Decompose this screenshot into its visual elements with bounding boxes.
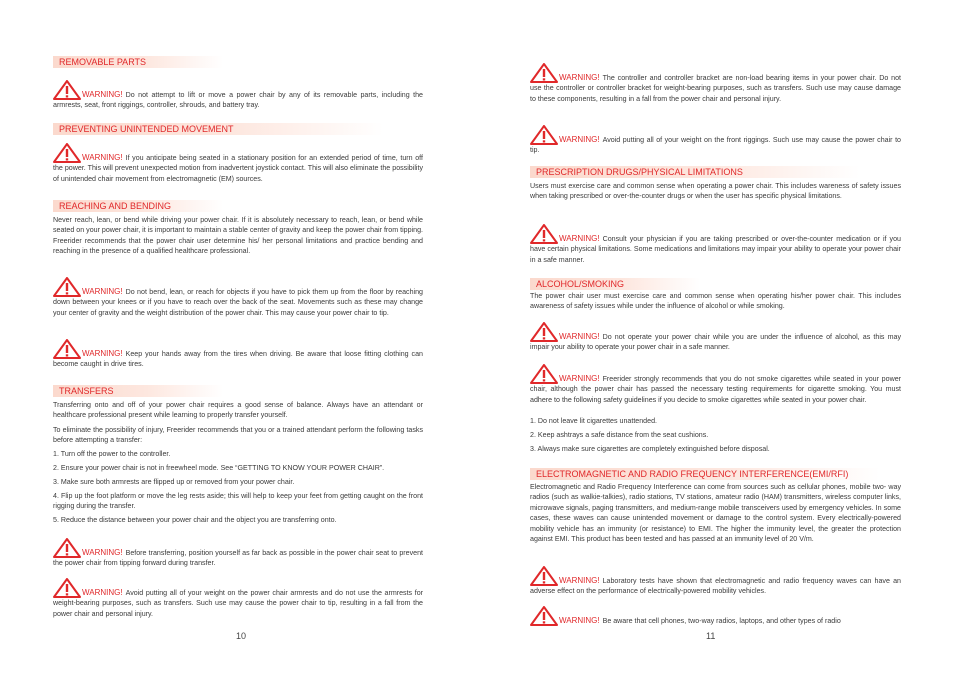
warning-emi-2: WARNING! Be aware that cell phones, two-way radios, laptops, and other types of radio [530, 606, 901, 626]
warning-emi-1: WARNING! Laboratory tests have shown that electromagnetic and radio frequency waves can have an adverse effect on the performance of electrically-powered mobility vehicles. [530, 566, 901, 597]
transfer-step: 3. Make sure both armrests are flipped up or removed from your power chair. [53, 478, 295, 486]
page-number: 10 [236, 631, 247, 641]
warning-triangle-icon [53, 277, 81, 297]
warning-reaching-2: WARNING! Keep your hands away from the tires when driving. Be aware that loose fitting clothing can become caught in drive tires. [53, 339, 423, 370]
section-heading-preventing-movement: PREVENTING UNINTENDED MOVEMENT [53, 123, 383, 135]
warning-triangle-icon [530, 364, 558, 384]
warning-triangle-icon [530, 125, 558, 145]
warning-removable-parts: WARNING! Do not attempt to lift or move a power chair by any of its removable parts, including the armrests, seat, front riggings, controller, shrouds, and battery tray. [53, 80, 423, 111]
warning-alcohol: WARNING! Do not operate your power chair while you are under the influence of alcohol, as this may impair your ability to operate your power chair in a safe manner. [530, 322, 901, 353]
warning-prescription: WARNING! Consult your physician if you are taking prescribed or over-the-counter medication or if you have certain physical limitations. Some medications and limitations may impair your ability to operate your power chair in a safe manner. [530, 224, 901, 265]
transfer-step: 1. Turn off the power to the controller. [53, 450, 171, 458]
warning-controller-bracket: WARNING! The controller and controller bracket are non-load bearing items in your power chair. Do not use the controller or controller bracket for weight-bearing purposes, such as transfers. Such use may cause damage to these components, resulting in a fall from the power chair and personal injury. [530, 63, 901, 104]
transfer-step: 4. Flip up the foot platform or move the leg rests aside; this will help to keep your feet from getting caught on the front rigging during the transfer. [53, 492, 423, 511]
smoking-guideline: 2. Keep ashtrays a safe distance from the seat cushions. [530, 431, 709, 439]
warning-smoking: WARNING! Freerider strongly recommends that you do not smoke cigarettes while seated in your power chair, although the power chair has passed the necessary testing requirements for cigarette smoking. You must adhere to the following safety guidelines if you decide to smoke cigarettes while seated in your power chair. [530, 364, 901, 405]
smoking-guideline: 3. Always make sure cigarettes are completely extinguished before disposal. [530, 445, 770, 453]
section-heading-removable-parts: REMOVABLE PARTS [53, 56, 223, 68]
warning-triangle-icon [530, 63, 558, 83]
section-heading-transfers: TRANSFERS [53, 385, 223, 397]
left-page [53, 0, 423, 681]
prescription-body: Users must exercise care and common sense when operating a power chair. This includes wareness of safety issues when taking prescribed or over-the-counter drugs or when the user has specific physical limitations. [530, 182, 901, 201]
warning-transfers-2: WARNING! Avoid putting all of your weight on the power chair armrests and do not use the armrests for weight-bearing purposes, such as transfers. Such use may cause the power chair to tip, resulting in a fall from the power chair and personal injury. [53, 578, 423, 619]
right-page [530, 0, 901, 681]
section-heading-reaching-bending: REACHING AND BENDING [53, 200, 223, 212]
transfer-step: 2. Ensure your power chair is not in freewheel mode. See “GETTING TO KNOW YOUR POWER CHAIR”. [53, 464, 385, 472]
section-heading-alcohol-smoking: ALCOHOL/SMOKING [530, 278, 700, 290]
warning-triangle-icon [530, 606, 558, 626]
warning-triangle-icon [53, 538, 81, 558]
transfers-body-2: To eliminate the possibility of injury, Freerider recommends that you or a trained attendant perform the following tasks before attempting a transfer: [53, 426, 423, 445]
warning-triangle-icon [530, 224, 558, 244]
warning-front-riggings: WARNING! Avoid putting all of your weight on the front riggings. Such use may cause the power chair to tip. [530, 125, 901, 156]
warning-triangle-icon [53, 339, 81, 359]
section-heading-prescription: PRESCRIPTION DRUGS/PHYSICAL LIMITATIONS [530, 166, 860, 178]
warning-triangle-icon [530, 322, 558, 342]
warning-transfers-1: WARNING! Before transferring, position yourself as far back as possible in the power chair seat to prevent the power chair from tipping forward during transfer. [53, 538, 423, 569]
section-heading-emi-rfi: ELECTROMAGNETIC AND RADIO FREQUENCY INTERFERENCE(EMI/RFI) [530, 468, 880, 480]
alcohol-body: The power chair user must exercise care and common sense when operating his/her power chair. This includes awareness of safety issues while under the influence of alcohol or while smoking. [530, 292, 901, 311]
warning-triangle-icon [53, 143, 81, 163]
warning-preventing-movement: WARNING! If you anticipate being seated in a stationary position for an extended period of time, turn off the power. This will prevent unexpected motion from inadvertent joystick contact. This will also eliminate the possibility of unintended chair movement from electromagnetic (EM) sources. [53, 143, 423, 184]
warning-triangle-icon [530, 566, 558, 586]
transfer-step: 5. Reduce the distance between your power chair and the object you are transferring onto. [53, 516, 337, 524]
page-number: 11 [706, 631, 716, 641]
warning-triangle-icon [53, 80, 81, 100]
transfers-body-1: Transferring onto and off of your power chair requires a good sense of balance. Always have an attendant or healthcare professional present while learning to properly transfer yourself. [53, 401, 423, 420]
smoking-guideline: 1. Do not leave lit cigarettes unattended. [530, 417, 657, 425]
emi-body: Electromagnetic and Radio Frequency Interference can come from sources such as cellular phones, mobile two- way radios (such as walkie-talkies), radio stations, TV stations, amateur radio (HAM) transmitters, wireless computer links, microwave signals, paging transmitters, and medium-range mobile transceivers used by emergency vehicles. In some cases, these waves can cause unintended movement or damage to the control system. Every electrically-powered mobility vehicle has an immunity (or resistance) to EMI. The higher the immunity level, the greater the protection against EMI. This product has been tested and has passed at an immunity level of 20 V/m. [530, 483, 901, 544]
warning-triangle-icon [53, 578, 81, 598]
warning-reaching-1: WARNING! Do not bend, lean, or reach for objects if you have to pick them up from the floor by reaching down between your knees or if you have to reach over the back of the seat. Movements such as these may change your center of gravity and the weight distribution of the power chair. This may cause your power chair to tip. [53, 277, 423, 318]
reaching-body: Never reach, lean, or bend while driving your power chair. If it is absolutely necessary to reach, lean, or bend while seated on your power chair, it is important to maintain a stable center of gravity and keep the power chair from tipping. Freerider recommends that the power chair user determine his/ her personal limitations and practice bending and reaching in the presence of a qualified healthcare professional. [53, 216, 423, 256]
